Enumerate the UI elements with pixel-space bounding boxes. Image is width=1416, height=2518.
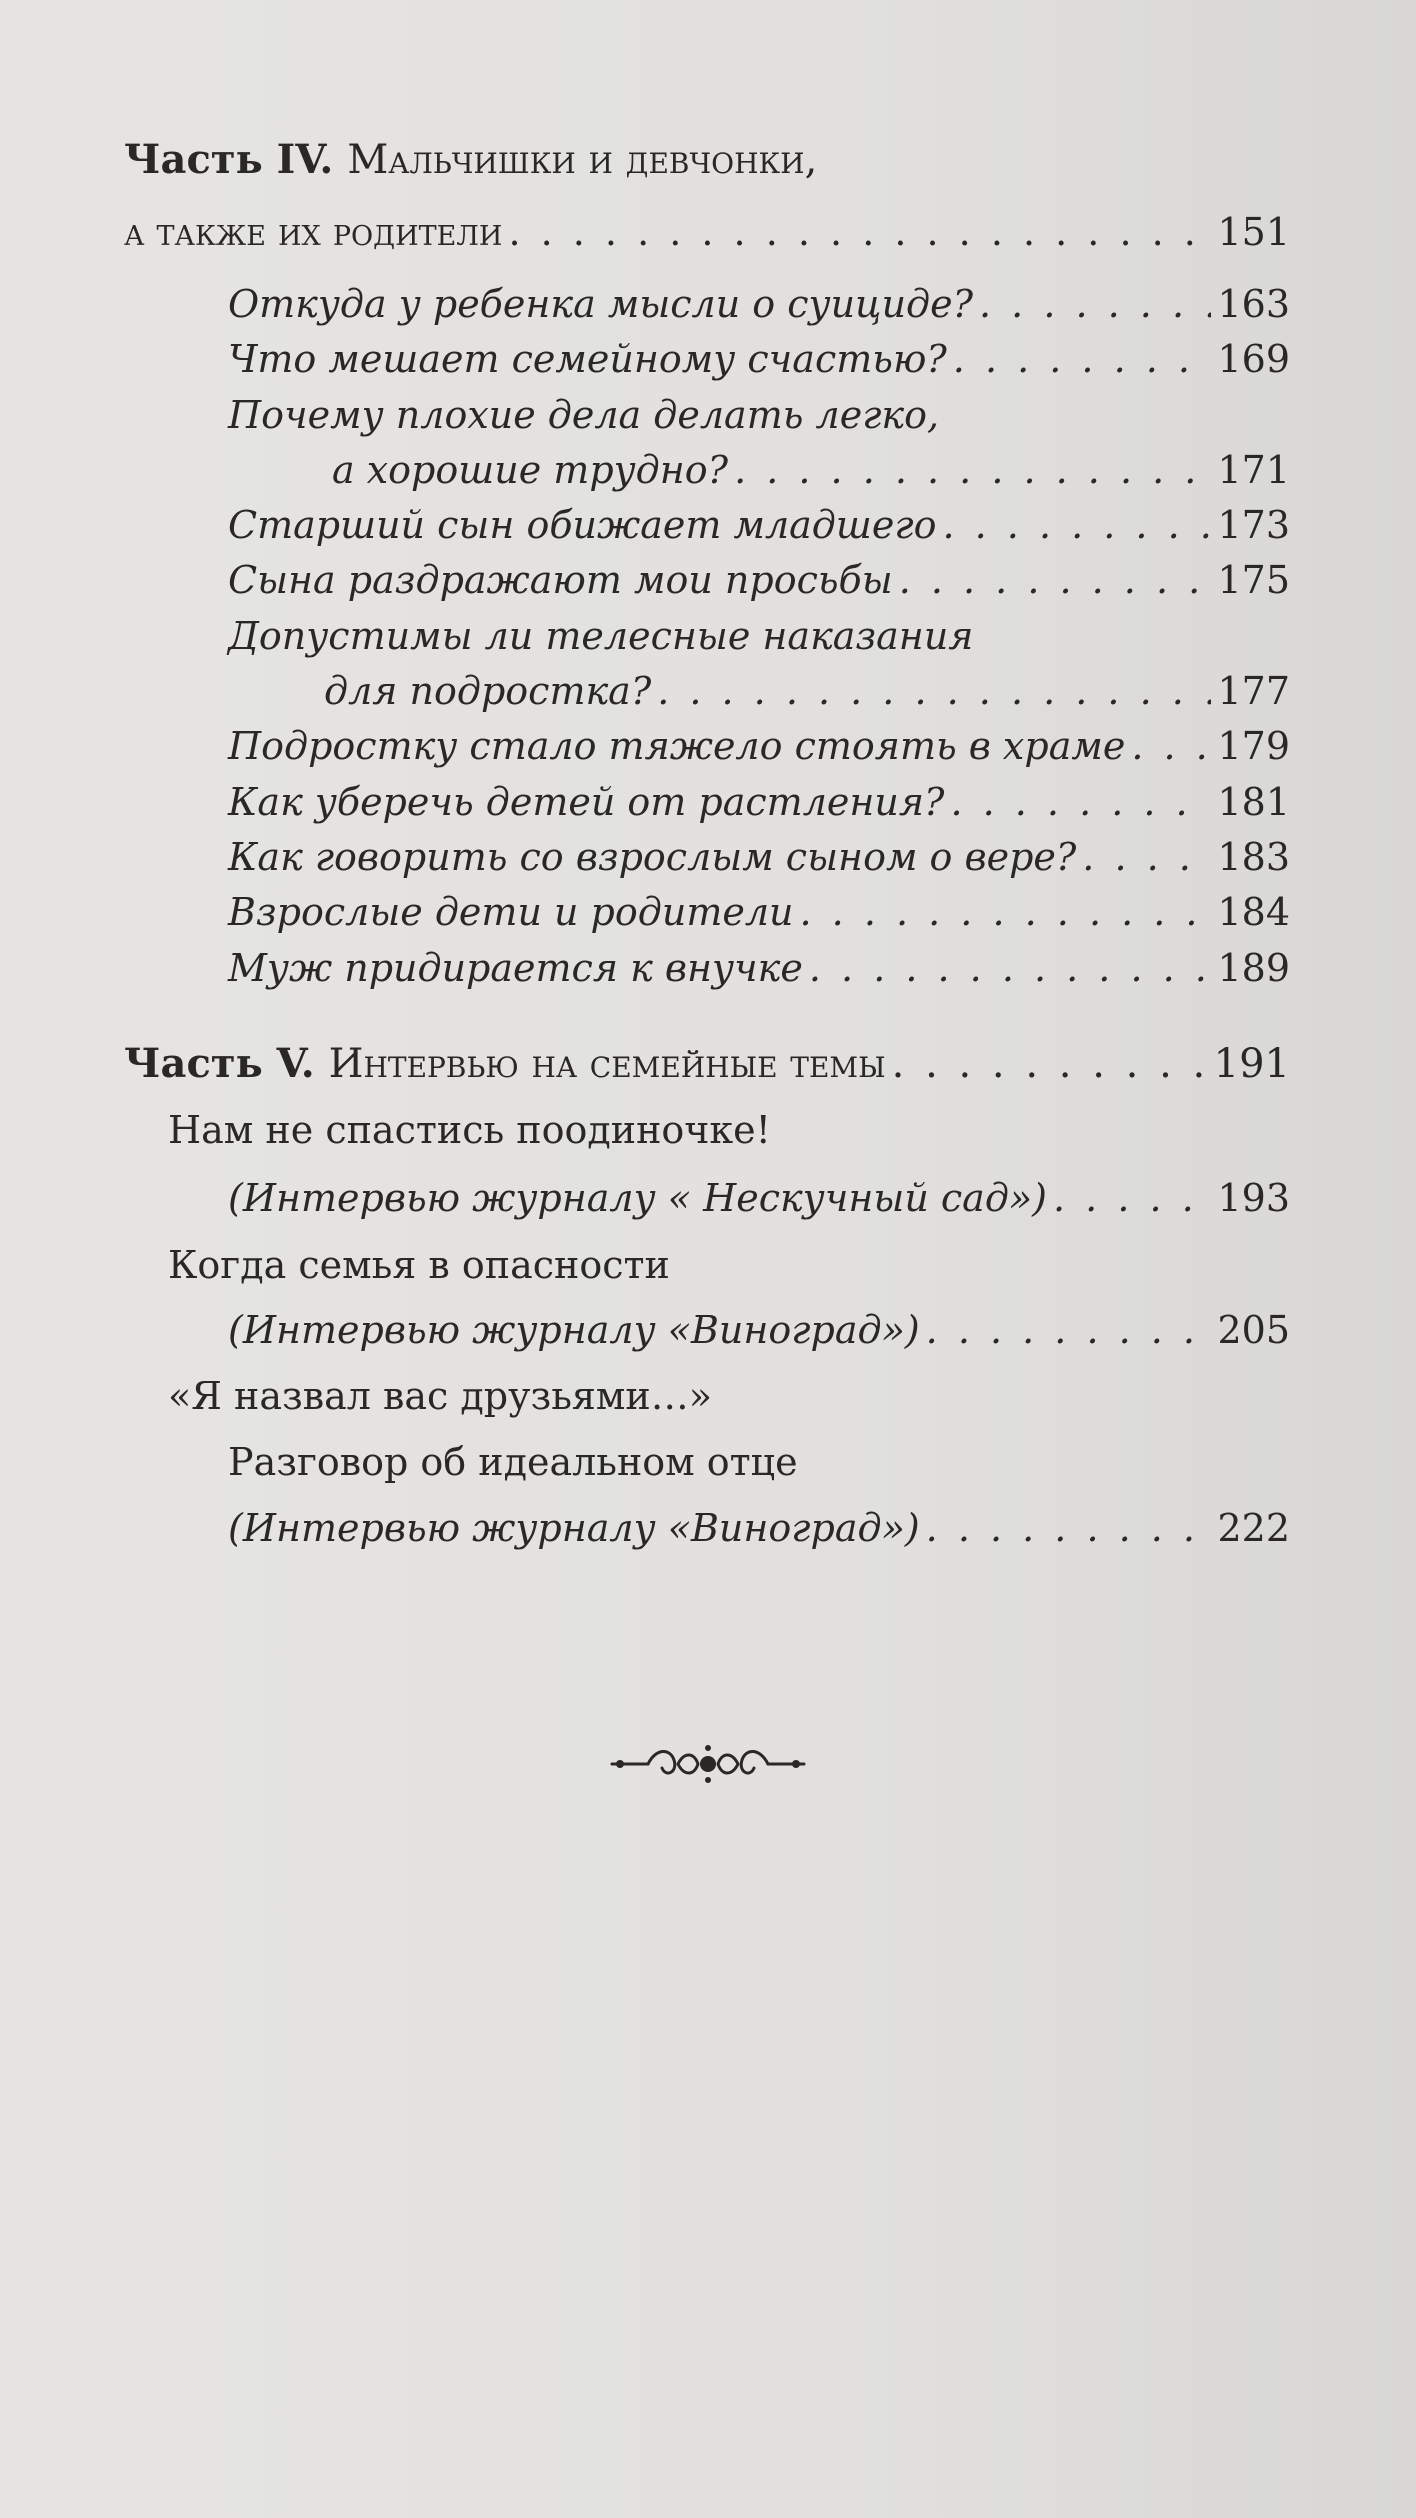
page-number: 175 (1217, 558, 1290, 602)
page-number: 189 (1217, 946, 1290, 990)
entry-title: Допустимы ли телесные наказания (228, 614, 974, 658)
part-4-heading (124, 132, 1290, 188)
dot-leader (800, 884, 1212, 940)
page-number: 177 (1217, 669, 1290, 713)
toc-entry (228, 1434, 1290, 1490)
entry-title: Как говорить со взрослым сыном о вере? (228, 835, 1077, 879)
dot-leader (979, 276, 1211, 332)
page-number: 222 (1217, 1506, 1290, 1550)
dot-leader (508, 204, 1211, 260)
entry-title: а хорошие трудно? (332, 448, 729, 492)
page-number: 151 (1217, 210, 1290, 254)
entry-title: Как уберечь детей от растления? (228, 780, 945, 824)
toc-entry (228, 1302, 1290, 1358)
toc-entry (168, 1368, 1290, 1424)
page-number: 171 (1217, 448, 1290, 492)
part-4-heading-line2 (124, 204, 1290, 260)
page-number: 205 (1217, 1308, 1290, 1352)
toc-entry (228, 276, 1290, 332)
entry-title: Нам не спастись поодиночке! (168, 1108, 771, 1152)
toc-entry (228, 774, 1290, 830)
part-4-title-line2: а также их родители (124, 210, 503, 254)
dot-leader (809, 940, 1212, 996)
toc-entry (228, 940, 1290, 996)
page-number: 193 (1217, 1176, 1290, 1220)
entry-title: Почему плохие дела делать легко, (228, 393, 940, 437)
dot-leader (1082, 829, 1211, 885)
entry-title: Старший сын обижает младшего (228, 503, 937, 547)
entry-title: Муж придирается к внучке (228, 946, 803, 990)
toc-entry (228, 552, 1290, 608)
entry-title: Подростку стало тяжело стоять в храме (228, 724, 1126, 768)
page-number: 191 (1213, 1041, 1290, 1087)
page-number: 169 (1217, 337, 1290, 381)
page-number: 173 (1217, 503, 1290, 547)
dot-leader (926, 1302, 1212, 1358)
toc-entry (332, 442, 1290, 498)
toc-entry (168, 1102, 1290, 1158)
toc-entry (168, 1237, 1290, 1293)
part-5-label: Часть V. (124, 1040, 315, 1087)
dot-leader (926, 1500, 1212, 1556)
toc-entry (228, 718, 1290, 774)
dot-leader (657, 663, 1211, 719)
entry-title: Разговор об идеальном отце (228, 1440, 798, 1484)
dot-leader (950, 774, 1211, 830)
part-5-title: Интервью на семейные темы (328, 1041, 886, 1087)
entry-title: «Я назвал вас друзьями…» (168, 1374, 713, 1418)
toc-entry (228, 331, 1290, 387)
entry-title: Взрослые дети и родители (228, 890, 794, 934)
page-number: 179 (1217, 724, 1290, 768)
entry-title: (Интервью журналу « Нескучный сад») (228, 1176, 1047, 1220)
dot-leader (734, 442, 1211, 498)
toc-entry (228, 884, 1290, 940)
dot-leader (899, 552, 1212, 608)
page-number: 163 (1217, 282, 1290, 326)
part-5-heading (124, 1036, 1290, 1092)
dot-leader (942, 497, 1211, 553)
dot-leader (892, 1036, 1208, 1092)
entry-title: (Интервью журналу «Виноград») (228, 1506, 920, 1550)
toc-entry (228, 1500, 1290, 1556)
toc-entry (324, 663, 1290, 719)
dot-leader (1131, 718, 1211, 774)
dot-leader (953, 331, 1212, 387)
toc-entry (228, 829, 1290, 885)
entry-title: Откуда у ребенка мысли о суициде? (228, 282, 973, 326)
page-number: 184 (1217, 890, 1290, 934)
toc-entry (228, 387, 1290, 443)
entry-title: Сына раздражают мои просьбы (228, 558, 893, 602)
ornament-icon (608, 1740, 808, 1788)
dot-leader (1053, 1170, 1211, 1226)
toc-entry (228, 1170, 1290, 1226)
entry-title: Что мешает семейному счастью? (228, 337, 947, 381)
toc-entry (228, 608, 1290, 664)
page-number: 183 (1217, 835, 1290, 879)
entry-title: (Интервью журналу «Виноград») (228, 1308, 920, 1352)
page-number: 181 (1217, 780, 1290, 824)
part-4-title: Мальчишки и девчонки, (347, 137, 818, 183)
toc-entry (228, 497, 1290, 553)
entry-title: для подростка? (324, 669, 652, 713)
entry-title: Когда семья в опасности (168, 1243, 670, 1287)
part-4-label: Часть IV. (124, 136, 334, 183)
